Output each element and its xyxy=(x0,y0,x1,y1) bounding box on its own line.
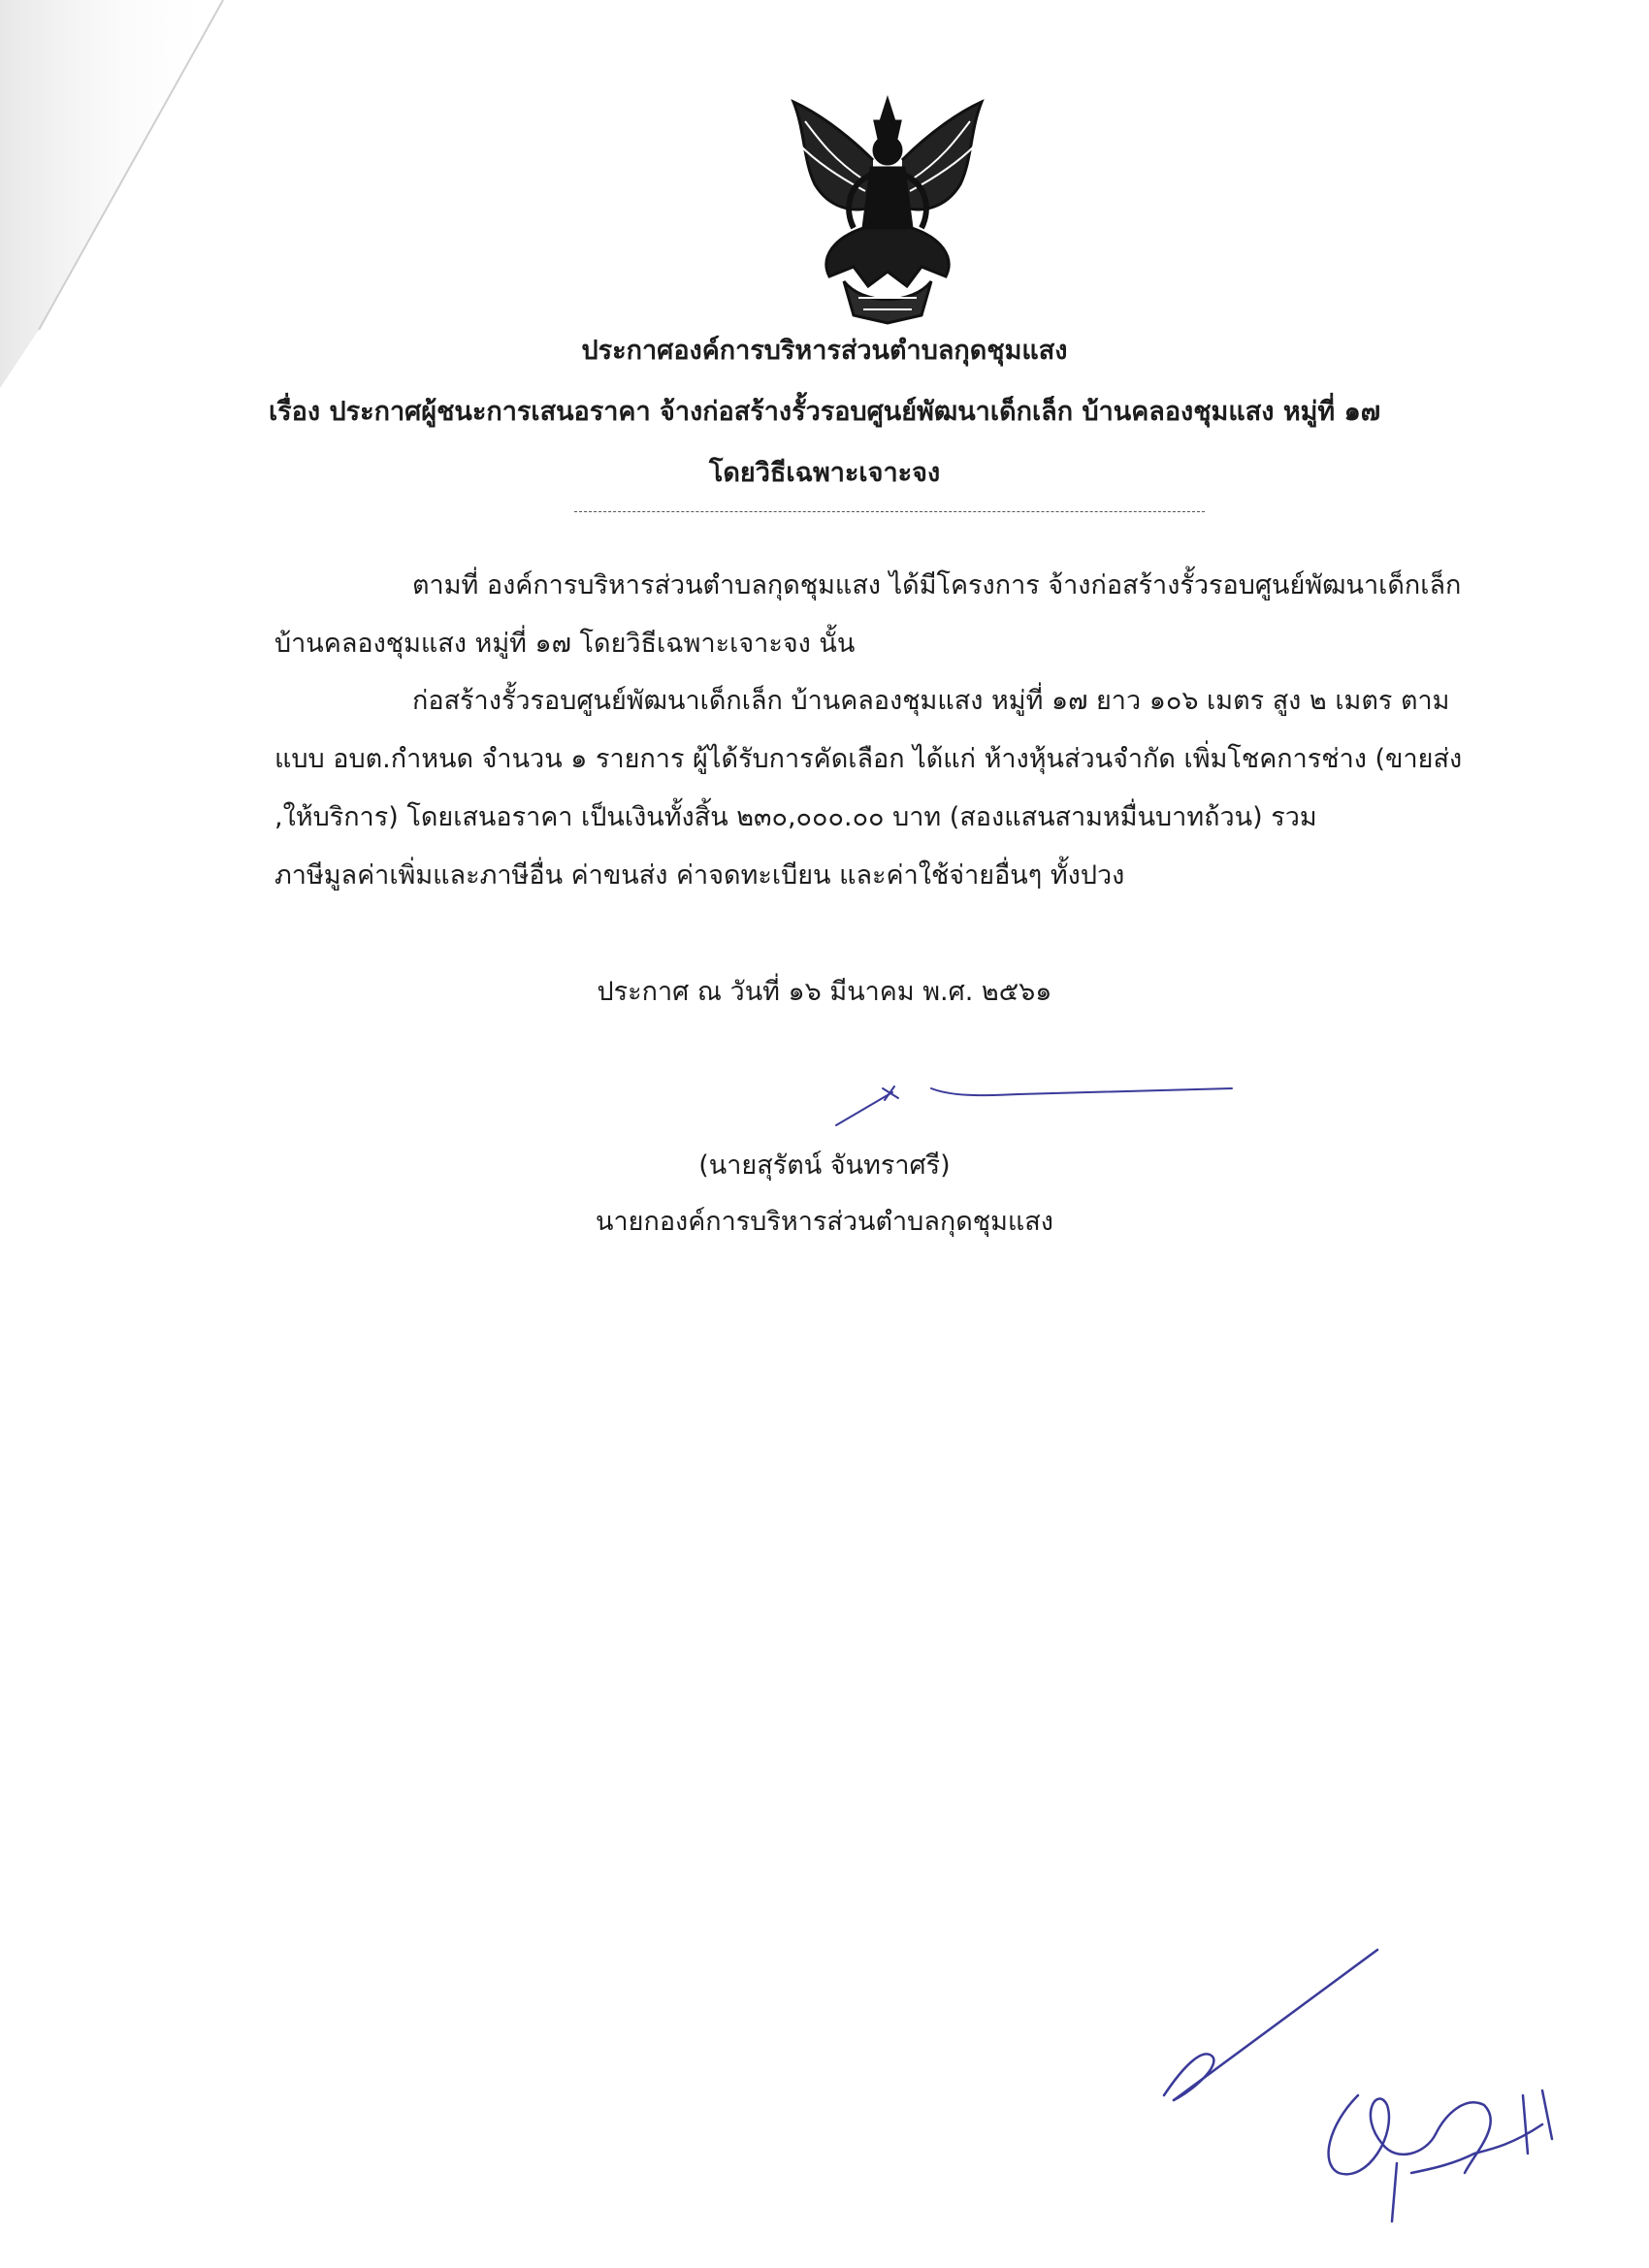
garuda-emblem-icon xyxy=(776,92,999,325)
signature-mark xyxy=(824,1075,1251,1133)
signatory-position: นายกองค์การบริหารส่วนตำบลกุดชุมแสง xyxy=(596,1207,1053,1237)
announcement-title: ประกาศองค์การบริหารส่วนตำบลกุดชุมแสง xyxy=(581,336,1068,366)
paragraph-2-line-4: ภาษีมูลค่าเพิ่มและภาษีอื่น ค่าขนส่ง ค่าจดทะเบียน และค่าใช้จ่ายอื่นๆ ทั้งปวง xyxy=(275,860,1125,891)
initials-mark xyxy=(1145,1930,1610,2241)
announcement-date: ประกาศ ณ วันที่ ๑๖ มีนาคม พ.ศ. ๒๕๖๑ xyxy=(597,977,1052,1007)
signatory-name: (นายสุรัตน์ จันทราศรี) xyxy=(698,1150,951,1181)
announcement-subject: เรื่อง ประกาศผู้ชนะการเสนอราคา จ้างก่อสร้างรั้วรอบศูนย์พัฒนาเด็กเล็ก บ้านคลองชุมแสง หมู่ที่ ๑๗ xyxy=(268,397,1381,427)
paragraph-2-line-2: แบบ อบต.กำหนด จำนวน ๑ รายการ ผู้ได้รับการคัดเลือก ได้แก่ ห้างหุ้นส่วนจำกัด เพิ่มโชคการช่าง (ขายส่ง xyxy=(275,744,1463,774)
dashed-separator xyxy=(574,511,1205,512)
paragraph-1-line-2: บ้านคลองชุมแสง หมู่ที่ ๑๗ โดยวิธีเฉพาะเจาะจง นั้น xyxy=(275,629,856,659)
paragraph-2-line-1: ก่อสร้างรั้วรอบศูนย์พัฒนาเด็กเล็ก บ้านคลองชุมแสง หมู่ที่ ๑๗ ยาว ๑๐๖ เมตร สูง ๒ เมตร ตาม xyxy=(412,686,1450,716)
paragraph-1-line-1: ตามที่ องค์การบริหารส่วนตำบลกุดชุมแสง ได้มีโครงการ จ้างก่อสร้างรั้วรอบศูนย์พัฒนาเด็กเล็ก xyxy=(412,570,1462,600)
procurement-method: โดยวิธีเฉพาะเจาะจง xyxy=(708,458,941,488)
paragraph-2-line-3: ,ให้บริการ) โดยเสนอราคา เป็นเงินทั้งสิ้น ๒๓๐,๐๐๐.๐๐ บาท (สองแสนสามหมื่นบาทถ้วน) รวม xyxy=(275,802,1317,832)
